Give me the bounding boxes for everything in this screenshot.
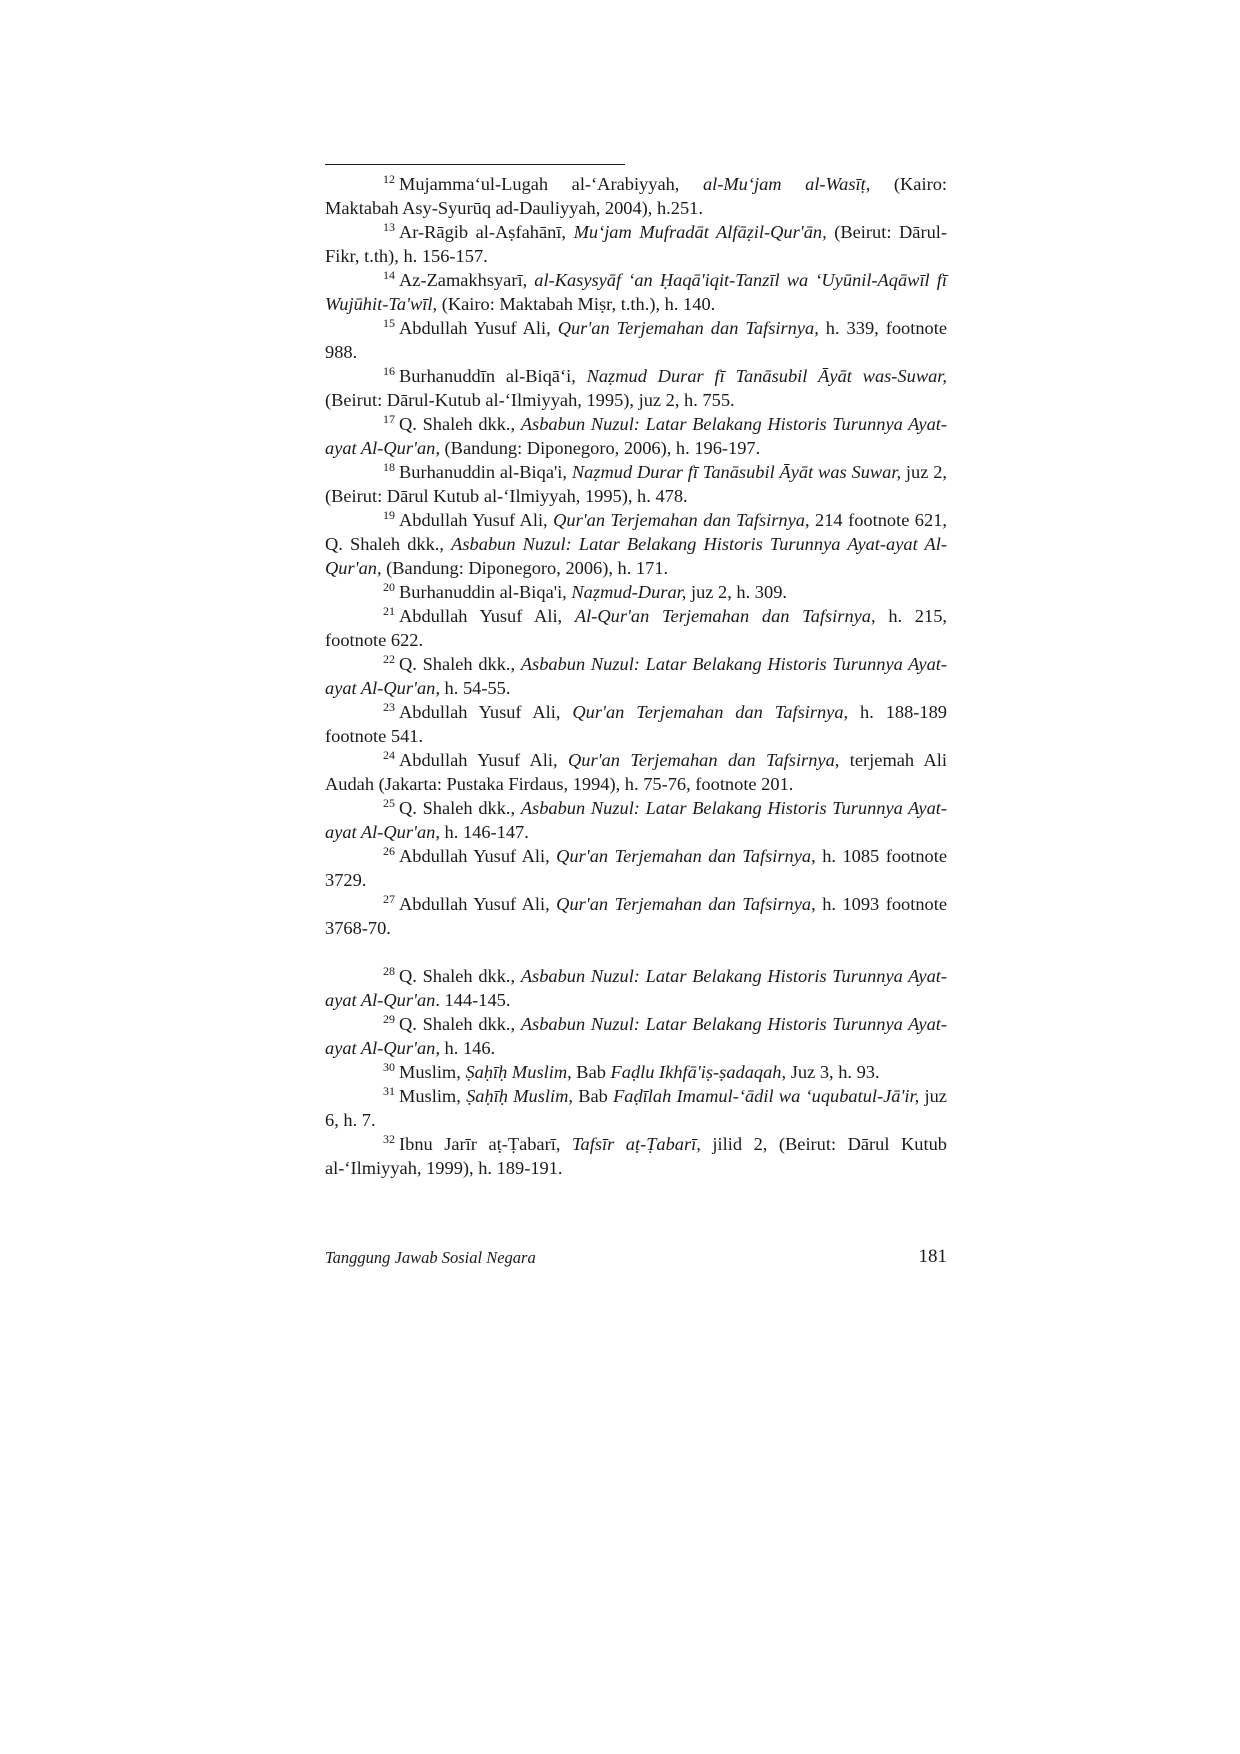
- footnote-title: Mu‘jam Mufradāt Alfāẓil-Qur'ān,: [573, 222, 827, 242]
- footnote-text: (Beirut: Dārul-Kutub al-‘Ilmiyyah, 1995), juz 2, h. 755.: [325, 390, 735, 410]
- footnote-text: Q. Shaleh dkk.,: [399, 798, 521, 818]
- footnote-title: al-Mu‘jam al-Wasīṭ,: [702, 174, 871, 194]
- footnote-title: Faḍīlah Imamul-‘ādil wa ‘uqubatul-Jā'ir,: [613, 1086, 920, 1106]
- footnote-title: Asbabun Nuzul: Latar Belakang Historis Turunnya Ayat-ayat Al-Qur'an,: [325, 654, 947, 698]
- footnote-title: Qur'an Terjemahan dan Tafsirnya,: [572, 702, 849, 722]
- footnote-text: Juz 3, h. 93.: [786, 1062, 880, 1082]
- footnote-18: [325, 460, 947, 508]
- footnote-title: Asbabun Nuzul: Latar Belakang Historis Turunnya Ayat-ayat Al-Qur'an,: [325, 534, 947, 578]
- footnote-number: 26: [383, 844, 395, 858]
- footnote-22: [325, 652, 947, 700]
- footnote-number: 15: [383, 316, 395, 330]
- page-number: 181: [918, 1246, 947, 1267]
- footnote-text: (Beirut: Dārul-Fikr, t.th), h. 156-157.: [325, 222, 947, 266]
- footnote-text: (Bandung: Diponegoro, 2006), h. 196-197.: [439, 438, 761, 458]
- footnotes-list: [325, 172, 947, 1180]
- footnote-title: Qur'an Terjemahan dan Tafsirnya: [556, 894, 812, 914]
- footnote-text: Q. Shaleh dkk.,: [399, 414, 521, 434]
- footnote-25: [325, 796, 947, 844]
- footnote-14: [325, 268, 947, 316]
- footnote-17: [325, 412, 947, 460]
- footnote-text: Abdullah Yusuf Ali,: [399, 846, 557, 866]
- footnote-23: [325, 700, 947, 748]
- footnote-number: 27: [383, 892, 395, 906]
- footnote-title: Qur'an Terjemahan dan Tafsirnya: [567, 750, 835, 770]
- footnote-title: Qur'an Terjemahan dan Tafsirnya: [556, 846, 812, 866]
- footnote-text: (Kairo: Maktabah Asy-Syurūq ad-Dauliyyah, 2004), h.251.: [325, 174, 947, 218]
- footnote-number: 31: [383, 1084, 395, 1098]
- footnote-title: Asbabun Nuzul: Latar Belakang Historis Turunnya Ayat-ayat Al-Qur'an,: [325, 1014, 947, 1058]
- footnote-title: Ṣaḥīḥ Muslim,: [466, 1086, 573, 1106]
- footnote-16: [325, 364, 947, 412]
- footnote-title: Qur'an Terjemahan dan Tafsirnya: [553, 510, 805, 530]
- footnote-text: , h. 1085 footnote 3729.: [325, 846, 947, 890]
- footnote-title: Al-Qur'an Terjemahan dan Tafsirnya: [574, 606, 872, 626]
- footnote-text: Muslim,: [399, 1086, 467, 1106]
- footnote-text: Abdullah Yusuf Ali,: [399, 318, 558, 338]
- footnote-text: h. 146.: [439, 1038, 496, 1058]
- footnote-text: juz 2, (Beirut: Dārul Kutub al-‘Ilmiyyah, 1995), h. 478.: [325, 462, 947, 506]
- footnote-title: Naẓmud-Durar,: [571, 582, 687, 602]
- footnote-number: 24: [383, 748, 395, 762]
- footnote-text: , h. 215, footnote 622.: [325, 606, 947, 650]
- footnote-text: Ibnu Jarīr aṭ-Ṭabarī,: [399, 1134, 572, 1154]
- footnote-text: , h. 339, footnote 988.: [325, 318, 947, 362]
- footnote-number: 16: [383, 364, 395, 378]
- footnote-title: Naẓmud Durar fī Tanāsubil Āyāt was-Suwar,: [586, 366, 947, 386]
- footnote-title: Asbabun Nuzul: Latar Belakang Historis Turunnya Ayat-ayat Al-Qur'an,: [325, 414, 947, 458]
- footnote-text: h. 54-55.: [439, 678, 511, 698]
- footnote-number: 13: [383, 220, 395, 234]
- footnote-text: (Bandung: Diponegoro, 2006), h. 171.: [381, 558, 669, 578]
- footnote-text: h. 188-189 footnote 541.: [325, 702, 947, 746]
- footnote-number: 17: [383, 412, 395, 426]
- footnote-31: [325, 1084, 947, 1132]
- footnote-15: [325, 316, 947, 364]
- footnote-title: Qur'an Terjemahan dan Tafsirnya: [557, 318, 815, 338]
- footnote-text: Abdullah Yusuf Ali,: [399, 510, 554, 530]
- footnote-20: [325, 580, 947, 604]
- footnote-title: Faḍlu Ikhfā'iṣ-ṣadaqah,: [610, 1062, 787, 1082]
- footnote-32: [325, 1132, 947, 1180]
- footnote-text: juz 2, h. 309.: [686, 582, 787, 602]
- footnote-title: Naẓmud Durar fī Tanāsubil Āyāt was Suwar,: [571, 462, 902, 482]
- footnote-24: [325, 748, 947, 796]
- footnote-number: 21: [383, 604, 395, 618]
- footnote-text: Bab: [572, 1086, 614, 1106]
- footnote-text: Abdullah Yusuf Ali,: [399, 606, 575, 626]
- footnote-text: , h. 146-147.: [435, 822, 529, 842]
- footnote-number: 32: [383, 1132, 395, 1146]
- footnote-text: Muslim,: [399, 1062, 466, 1082]
- running-title: Tanggung Jawab Sosial Negara: [325, 1248, 536, 1267]
- footnote-text: Q. Shaleh dkk.,: [399, 654, 521, 674]
- footnote-text: Bab: [571, 1062, 611, 1082]
- footnote-text: Burhanuddin al-Biqa'i,: [399, 582, 572, 602]
- footnote-number: 22: [383, 652, 395, 666]
- footnote-number: 28: [383, 964, 395, 978]
- page-footer: [325, 1246, 947, 1272]
- footnote-29: [325, 1012, 947, 1060]
- footnote-title: Asbabun Nuzul: Latar Belakang Historis Turunnya Ayat-ayat Al-Qur'an: [325, 966, 947, 1010]
- footnote-text: jilid 2, (Beirut: Dārul Kutub al-‘Ilmiyyah, 1999), h. 189-191.: [325, 1134, 947, 1178]
- footnote-28: [325, 964, 947, 1012]
- footnote-number: 18: [383, 460, 395, 474]
- footnote-text: , 214 footnote 621, Q. Shaleh dkk.,: [325, 510, 947, 554]
- footnote-number: 20: [383, 580, 395, 594]
- footnote-number: 14: [383, 268, 395, 282]
- footnote-text: Burhanuddīn al-Biqā‘i,: [399, 366, 587, 386]
- footnote-text: Az-Zamakhsyarī,: [399, 270, 535, 290]
- footnote-title: Asbabun Nuzul: Latar Belakang Historis Turunnya Ayat-ayat Al-Qur'an: [325, 798, 947, 842]
- footnote-number: 29: [383, 1012, 395, 1026]
- footnote-text: Q. Shaleh dkk.,: [399, 966, 521, 986]
- footnote-text: (Kairo: Maktabah Miṣr, t.th.), h. 140.: [437, 294, 716, 314]
- footnote-26: [325, 844, 947, 892]
- footnote-text: Abdullah Yusuf Ali,: [399, 894, 557, 914]
- footnote-text: , terjemah Ali Audah (Jakarta: Pustaka Firdaus, 1994), h. 75-76, footnote 201.: [325, 750, 947, 794]
- footnote-30: [325, 1060, 947, 1084]
- footnote-number: 30: [383, 1060, 395, 1074]
- footnote-21: [325, 604, 947, 652]
- footnote-text: Mujamma‘ul-Lugah al-‘Arabiyyah,: [399, 174, 703, 194]
- footnote-number: 12: [383, 172, 395, 186]
- footnote-text: , h. 1093 footnote 3768-70.: [325, 894, 947, 938]
- footnote-13: [325, 220, 947, 268]
- footnote-text: Ar-Rāgib al-Aṣfahānī,: [399, 222, 574, 242]
- footnote-19: [325, 508, 947, 580]
- footnote-number: 19: [383, 508, 395, 522]
- footnote-text: Abdullah Yusuf Ali,: [399, 702, 573, 722]
- footnote-number: 23: [383, 700, 395, 714]
- footnote-text: Q. Shaleh dkk.,: [399, 1014, 521, 1034]
- footnote-text: Burhanuddin al-Biqa'i,: [399, 462, 572, 482]
- footnote-text: . 144-145.: [435, 990, 511, 1010]
- footnote-number: 25: [383, 796, 395, 810]
- footnote-27: [325, 892, 947, 940]
- footnote-12: [325, 172, 947, 220]
- footnote-separator: [325, 164, 625, 165]
- footnote-title: Ṣaḥīḥ Muslim,: [465, 1062, 572, 1082]
- footnote-text: Abdullah Yusuf Ali,: [399, 750, 568, 770]
- footnote-title: al-Kasysyāf ‘an Ḥaqā'iqit-Tanzīl wa ‘Uyūnil-Aqāwīl fī Wujūhit-Ta'wīl,: [325, 270, 947, 314]
- footnote-title: Tafsīr aṭ-Ṭabarī,: [571, 1134, 701, 1154]
- footnote-text: juz 6, h. 7.: [325, 1086, 947, 1130]
